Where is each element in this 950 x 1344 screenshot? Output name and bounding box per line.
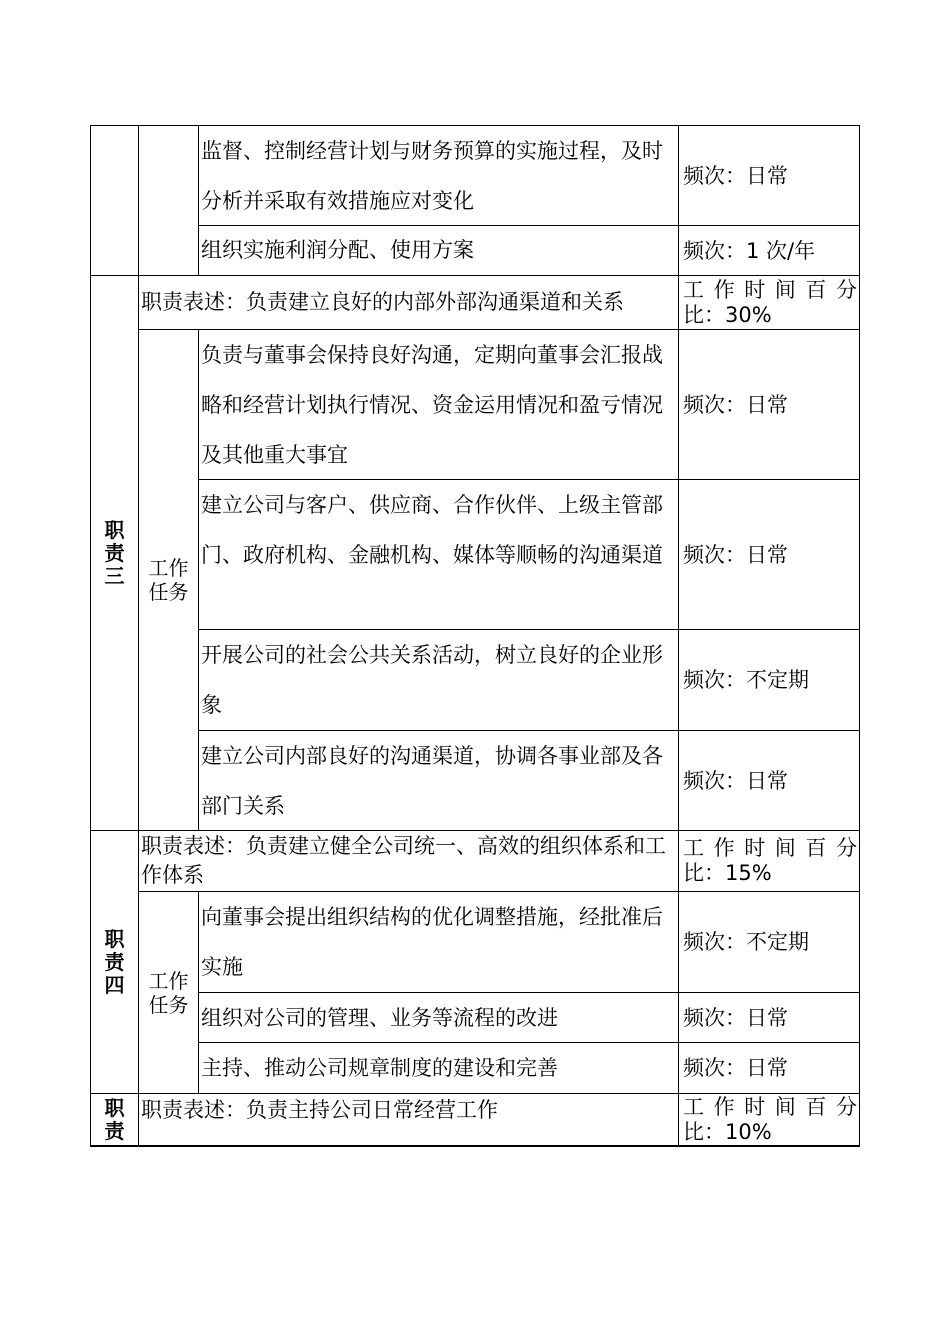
percentage-label: 工作时间百分 <box>683 836 857 860</box>
frequency-text: 频次：日常 <box>683 768 788 793</box>
duty4-description: 负责建立健全公司统一、高效的组织体系和工作体系 <box>141 834 666 887</box>
frequency-cell <box>678 629 860 731</box>
frequency-text: 频次：日常 <box>683 542 788 567</box>
duty5-label: 职责 <box>104 1096 125 1143</box>
duty2-label-cell <box>90 125 139 276</box>
duty5-description: 负责主持公司日常经营工作 <box>246 1098 498 1122</box>
duty3-sub-label-cell <box>138 329 199 831</box>
task-cell <box>198 479 679 630</box>
task-text: 建立公司与客户、供应商、合作伙伴、上级主管部门、政府机构、金融机构、媒体等顺畅的沟通渠道 <box>201 493 663 567</box>
task-cell <box>198 125 679 226</box>
duty4-percentage-cell <box>678 830 860 892</box>
frequency-text: 频次：不定期 <box>683 930 809 954</box>
task-text: 开展公司的社会公共关系活动，树立良好的企业形象 <box>201 643 663 717</box>
task-cell <box>198 329 679 480</box>
duty3-label: 职责三 <box>104 517 125 588</box>
duty4-percentage: 比：15% <box>683 861 772 885</box>
task-text: 监督、控制经营计划与财务预算的实施过程，及时分析并采取有效措施应对变化 <box>201 139 663 213</box>
frequency-cell <box>678 125 860 226</box>
frequency-text: 频次：日常 <box>683 1056 788 1080</box>
duty3-description-cell <box>138 275 679 330</box>
task-text: 向董事会提出组织结构的优化调整措施，经批准后实施 <box>201 905 663 979</box>
frequency-cell <box>678 329 860 480</box>
duty4-sub-label: 工作任务 <box>148 968 189 1017</box>
frequency-cell <box>678 730 860 831</box>
task-text: 主持、推动公司规章制度的建设和完善 <box>201 1056 558 1080</box>
frequency-cell <box>678 225 860 276</box>
task-text: 负责与董事会保持良好沟通，定期向董事会汇报战略和经营计划执行情况、资金运用情况和盈亏情况及其他重大事宜 <box>201 343 663 467</box>
frequency-text: 频次：日常 <box>683 1005 788 1030</box>
duty3-description: 负责建立良好的内部外部沟通渠道和关系 <box>246 290 624 314</box>
duty4-description-cell <box>138 830 679 892</box>
duty3-percentage: 比：30% <box>683 303 772 327</box>
duty5-label-cell <box>90 1093 139 1147</box>
duty5-percentage-cell <box>678 1093 860 1147</box>
duty5-percentage: 比：10% <box>683 1120 772 1144</box>
task-cell <box>198 891 679 993</box>
duty4-sub-label-cell <box>138 891 199 1094</box>
frequency-text: 频次：1 次/年 <box>683 238 816 263</box>
frequency-text: 频次：日常 <box>683 163 788 188</box>
task-text: 组织实施利润分配、使用方案 <box>201 238 474 262</box>
percentage-label: 工作时间百分 <box>683 1095 857 1119</box>
description-prefix: 职责表述： <box>141 1098 246 1122</box>
duty3-percentage-cell <box>678 275 860 330</box>
task-cell <box>198 730 679 831</box>
task-cell <box>198 225 679 276</box>
duty4-label-cell <box>90 830 139 1094</box>
frequency-cell <box>678 992 860 1043</box>
frequency-cell <box>678 1042 860 1094</box>
duty5-description-cell <box>138 1093 679 1147</box>
duty4-label: 职责四 <box>104 926 125 997</box>
duty3-label-cell <box>90 275 139 831</box>
task-cell <box>198 629 679 731</box>
frequency-text: 频次：不定期 <box>683 668 809 692</box>
description-prefix: 职责表述： <box>141 834 246 858</box>
task-cell <box>198 992 679 1043</box>
task-cell <box>198 1042 679 1094</box>
task-text: 组织对公司的管理、业务等流程的改进 <box>201 1006 558 1030</box>
frequency-cell <box>678 891 860 993</box>
frequency-text: 频次：日常 <box>683 392 788 417</box>
task-text: 建立公司内部良好的沟通渠道，协调各事业部及各部门关系 <box>201 744 663 818</box>
duty3-sub-label: 工作任务 <box>148 556 189 604</box>
description-prefix: 职责表述： <box>141 290 246 314</box>
percentage-label: 工作时间百分 <box>683 278 857 302</box>
duty2-sub-label-cell <box>138 125 199 276</box>
frequency-cell <box>678 479 860 630</box>
